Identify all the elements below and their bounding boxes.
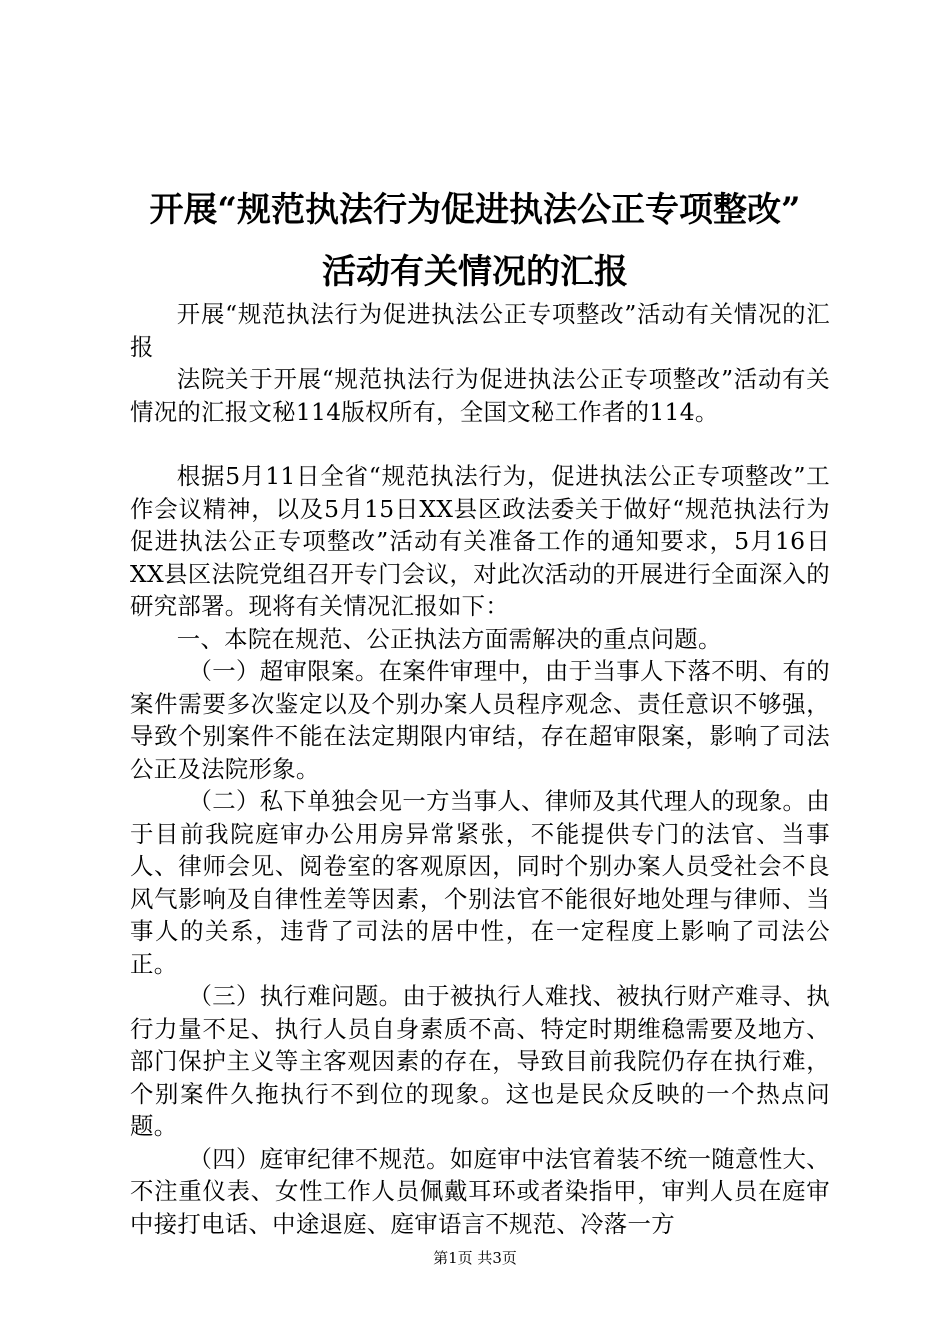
document-title-line-1: 开展“规范执法行为促进执法公正专项整改” — [149, 190, 801, 230]
document-body — [130, 298, 830, 1240]
paragraph-item-4: （四）庭审纪律不规范。如庭审中法官着装不统一随意性大、不注重仪表、女性工作人员佩戴耳环或者染指甲，审判人员在庭审中接打电话、中途退庭、庭审语言不规范、冷落一方 — [130, 1144, 830, 1238]
paragraph-item-2: （二）私下单独会见一方当事人、律师及其代理人的现象。由于目前我院庭审办公用房异常紧张，不能提供专门的法官、当事人、律师会见、阅卷室的客观原因，同时个别办案人员受社会不良风气影响及自律性差等因素，个别法官不能很好地处理与律师、当事人的关系，违背了司法的居中性，在一定程度上影响了司法公正。 — [130, 787, 830, 978]
paragraph-heading-repeat: 开展“规范执法行为促进执法公正专项整改”活动有关情况的汇报 — [130, 300, 830, 361]
page-footer: 第1页 共3页 — [433, 1249, 517, 1267]
paragraph-item-3: （三）执行难问题。由于被执行人难找、被执行财产难寻、执行力量不足、执行人员自身素质不高、特定时期维稳需要及地方、部门保护主义等主客观因素的存在，导致目前我院仍存在执行难，个别案件久拖执行不到位的现象。这也是民众反映的一个热点问题。 — [130, 982, 830, 1140]
paragraph-item-1: （一）超审限案。在案件审理中，由于当事人下落不明、有的案件需要多次鉴定以及个别办案人员程序观念、责任意识不够强，导致个别案件不能在法定期限内审结，存在超审限案，影响了司法公正及法院形象。 — [130, 657, 830, 783]
section-heading-1: 一、本院在规范、公正执法方面需解决的重点问题。 — [176, 624, 722, 653]
paragraph-intro: 法院关于开展“规范执法行为促进执法公正专项整改”活动有关情况的汇报文秘114版权所有，全国文秘工作者的114。 — [130, 365, 830, 426]
document-title-line-2: 活动有关情况的汇报 — [322, 252, 628, 292]
paragraph-spacer — [130, 428, 830, 460]
paragraph-background: 根据5月11日全省“规范执法行为，促进执法公正专项整改”工作会议精神，以及5月15日XX县区政法委关于做好“规范执法行为促进执法公正专项整改”活动有关准备工作的通知要求，5月16日XX县区法院党组召开专门会议，对此次活动的开展进行全面深入的研究部署。现将有关情况汇报如下： — [130, 462, 830, 620]
